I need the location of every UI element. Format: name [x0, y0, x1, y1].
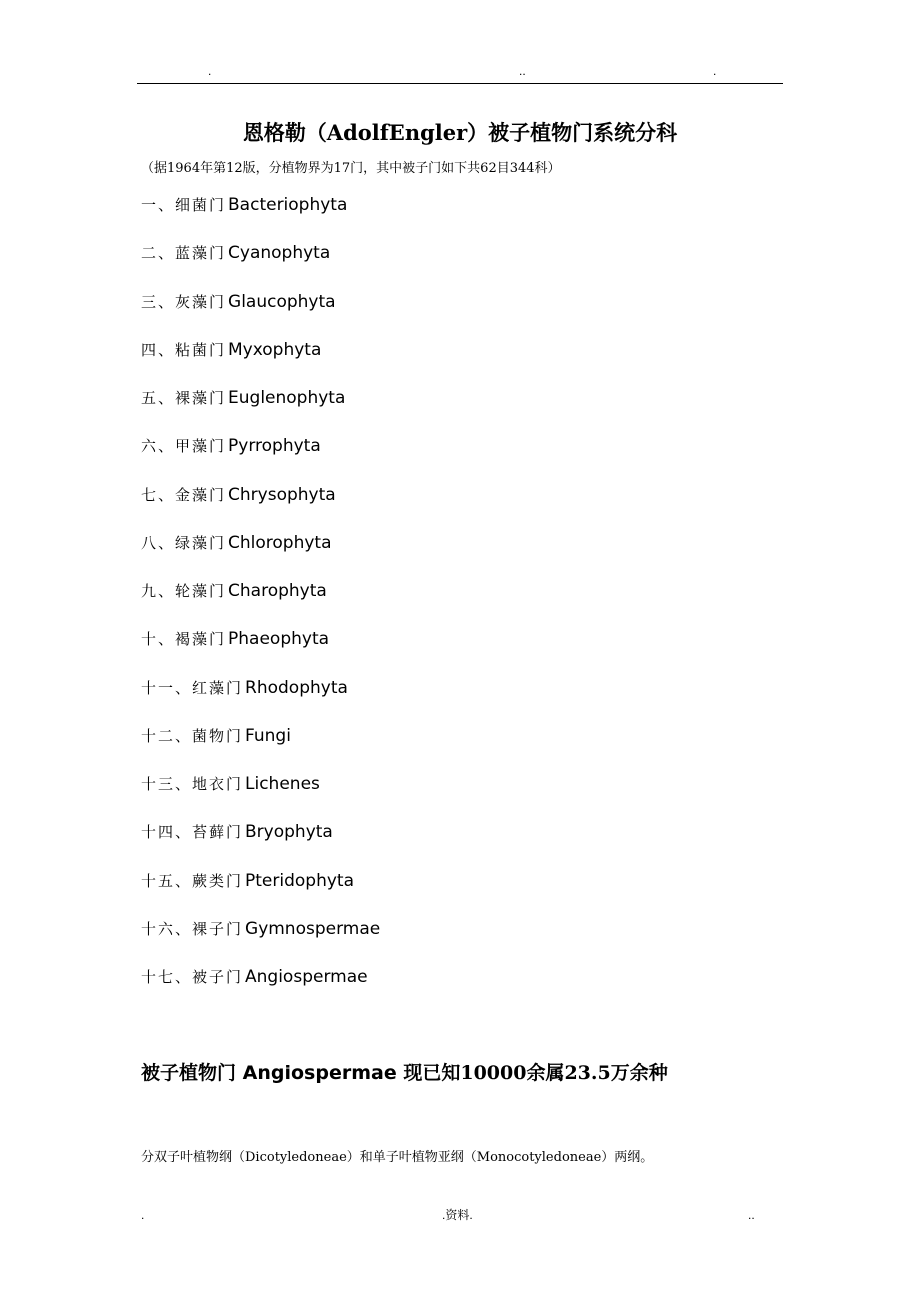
- section-heading-prefix: 被子植物门: [141, 1062, 237, 1084]
- phylum-chinese-name: 八、绿藻门: [141, 533, 227, 552]
- phylum-item: [141, 383, 380, 431]
- phylum-chinese-name: 三、灰藻门: [141, 292, 227, 311]
- phylum-item: [141, 238, 380, 286]
- section-heading-latin: Angiospermae: [242, 1062, 397, 1084]
- phylum-chinese-name: 二、蓝藻门: [141, 244, 227, 263]
- phylum-latin-name: Rhodophyta: [245, 677, 348, 698]
- phylum-item: [141, 721, 380, 769]
- phylum-latin-name: Phaeophyta: [228, 629, 330, 650]
- header-rule: [137, 83, 783, 84]
- section-text: 分双子叶植物纲（Dicotyledoneae）和单子叶植物亚纲（Monocotyledoneae）两纲。: [141, 1150, 654, 1165]
- phylum-latin-name: Chlorophyta: [228, 532, 332, 553]
- phylum-chinese-name: 十、褐藻门: [141, 630, 227, 649]
- header-dot-left: .: [208, 64, 212, 78]
- phylum-item: [141, 817, 380, 865]
- header-dot-center: ..: [519, 64, 526, 78]
- phylum-latin-name: Pyrrophyta: [228, 436, 321, 457]
- phylum-item: [141, 914, 380, 962]
- phylum-chinese-name: 十七、被子门: [141, 968, 244, 986]
- footer-label: .资料.: [442, 1208, 473, 1222]
- phylum-latin-name: Chrysophyta: [228, 484, 336, 505]
- phylum-latin-name: Angiospermae: [245, 967, 368, 987]
- phylum-chinese-name: 十三、地衣门: [141, 775, 244, 793]
- header-dot-right: .: [713, 64, 717, 78]
- footer-dot-left: .: [141, 1208, 145, 1222]
- phylum-latin-name: Fungi: [245, 725, 291, 746]
- phylum-item: [141, 431, 380, 479]
- phylum-chinese-name: 十二、菌物门: [141, 726, 244, 745]
- phylum-chinese-name: 十五、蕨类门: [141, 871, 244, 890]
- section-heading: [141, 1058, 668, 1088]
- phylum-item: [141, 866, 380, 914]
- phylum-chinese-name: 四、粘菌门: [141, 340, 227, 359]
- phylum-item: [141, 576, 380, 624]
- phylum-item: [141, 962, 380, 1010]
- phylum-item: [141, 480, 380, 528]
- phylum-chinese-name: 七、金藻门: [141, 485, 227, 504]
- phylum-latin-name: Myxophyta: [228, 339, 322, 360]
- phylum-chinese-name: 九、轮藻门: [141, 582, 227, 600]
- phylum-item: [141, 769, 380, 817]
- phylum-latin-name: Glaucophyta: [228, 291, 336, 312]
- phylum-latin-name: Cyanophyta: [228, 243, 331, 264]
- phylum-latin-name: Bacteriophyta: [228, 195, 348, 215]
- phylum-chinese-name: 十一、红藻门: [141, 678, 244, 697]
- document-subtitle: （据1964年第12版，分植物界为17门，其中被子门如下共62目344科）: [141, 161, 561, 176]
- phylum-item: [141, 190, 380, 238]
- phylum-chinese-name: 六、甲藻门: [141, 437, 227, 456]
- phylum-latin-name: Lichenes: [245, 774, 320, 794]
- phylum-latin-name: Charophyta: [228, 581, 327, 601]
- footer-dot-right: ..: [748, 1208, 755, 1222]
- phylum-item: [141, 335, 380, 383]
- phylum-item: [141, 287, 380, 335]
- phylum-item: [141, 673, 380, 721]
- section-heading-suffix: 现已知10000余属23.5万余种: [403, 1062, 668, 1084]
- document-title: 恩格勒（AdolfEngler）被子植物门系统分科: [242, 120, 678, 145]
- phylum-chinese-name: 十六、裸子门: [141, 919, 244, 938]
- phylum-latin-name: Bryophyta: [245, 822, 333, 843]
- phylum-latin-name: Euglenophyta: [228, 388, 346, 408]
- phylum-latin-name: Pteridophyta: [245, 870, 355, 891]
- phylum-chinese-name: 一、细菌门: [141, 196, 227, 214]
- phylum-chinese-name: 五、裸藻门: [141, 389, 227, 407]
- phylum-latin-name: Gymnospermae: [245, 918, 381, 939]
- phyla-list: [141, 190, 380, 1010]
- phylum-item: [141, 624, 380, 672]
- phylum-item: [141, 528, 380, 576]
- phylum-chinese-name: 十四、苔藓门: [141, 823, 244, 842]
